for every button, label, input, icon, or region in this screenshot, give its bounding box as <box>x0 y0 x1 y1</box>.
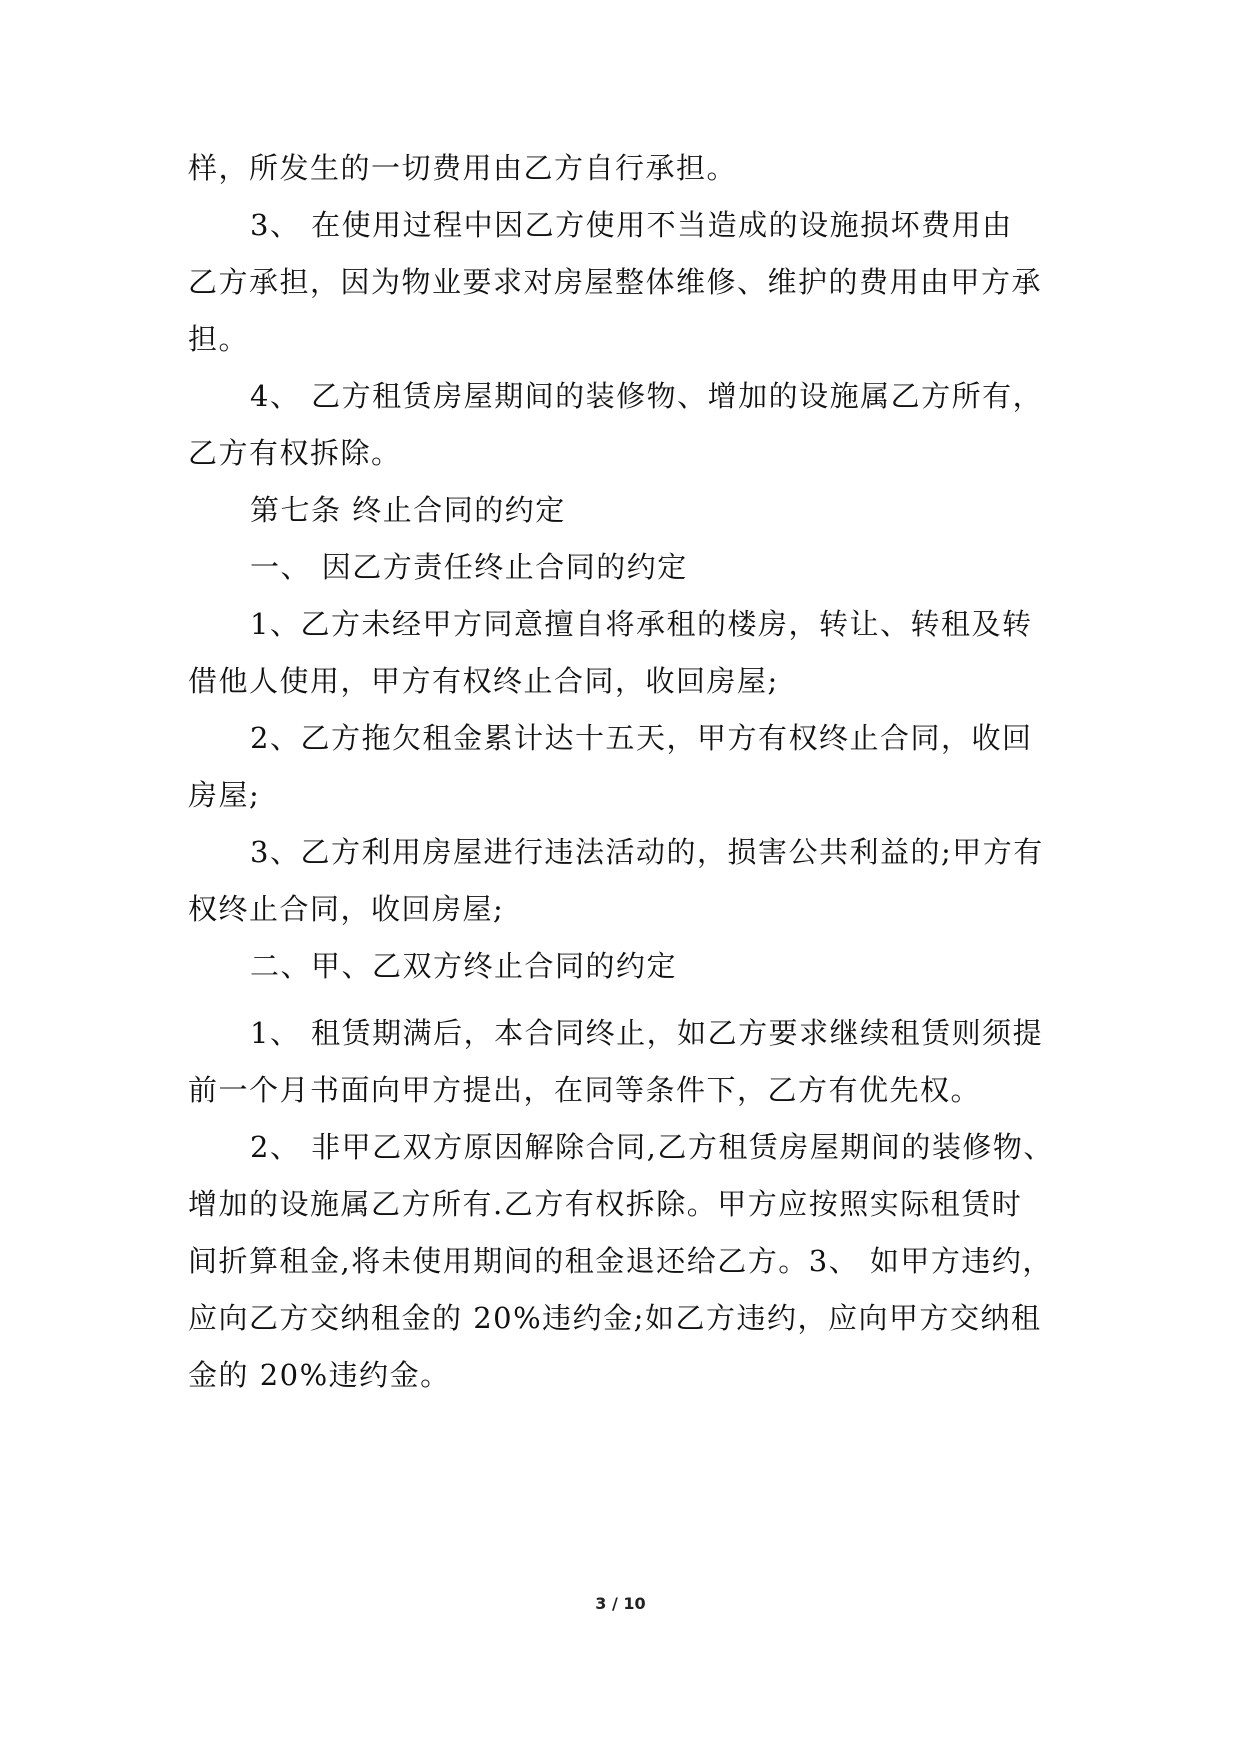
text-line: 房屋; <box>188 778 261 812</box>
text-line: 担。 <box>188 322 250 356</box>
text-line: 2、 非甲乙双方原因解除合同,乙方租赁房屋期间的装修物、 <box>250 1130 1054 1164</box>
text-line: 乙方有权拆除。 <box>188 436 402 470</box>
text-line: 权终止合同，收回房屋; <box>188 892 505 926</box>
text-line: 金的 20%违约金。 <box>188 1358 451 1392</box>
text-line: 2、乙方拖欠租金累计达十五天，甲方有权终止合同，收回 <box>250 721 1033 755</box>
text-line: 增加的设施属乙方所有.乙方有权拆除。甲方应按照实际租赁时 <box>188 1187 1023 1221</box>
text-line: 1、乙方未经甲方同意擅自将承租的楼房，转让、转租及转 <box>250 607 1033 641</box>
text-line: 3、 在使用过程中因乙方使用不当造成的设施损坏费用由 <box>250 208 1013 242</box>
text-line: 4、 乙方租赁房屋期间的装修物、增加的设施属乙方所有， <box>250 379 1044 413</box>
text-line: 借他人使用，甲方有权终止合同，收回房屋; <box>188 664 779 698</box>
text-line: 间折算租金,将未使用期间的租金退还给乙方。3、 如甲方违约， <box>188 1244 1053 1278</box>
text-line: 乙方承担，因为物业要求对房屋整体维修、维护的费用由甲方承 <box>188 265 1043 299</box>
subsection-heading: 二、甲、乙双方终止合同的约定 <box>250 949 678 983</box>
section-heading: 第七条 终止合同的约定 <box>250 493 566 527</box>
text-line: 样，所发生的一切费用由乙方自行承担。 <box>188 151 738 185</box>
page-number: 3 / 10 <box>595 1594 646 1613</box>
text-line: 应向乙方交纳租金的 20%违约金;如乙方违约，应向甲方交纳租 <box>188 1301 1042 1335</box>
subsection-heading: 一、 因乙方责任终止合同的约定 <box>250 550 688 584</box>
text-line: 1、 租赁期满后，本合同终止，如乙方要求继续租赁则须提 <box>250 1016 1044 1050</box>
text-line: 前一个月书面向甲方提出，在同等条件下，乙方有优先权。 <box>188 1073 982 1107</box>
text-line: 3、乙方利用房屋进行违法活动的，损害公共利益的;甲方有 <box>250 835 1044 869</box>
